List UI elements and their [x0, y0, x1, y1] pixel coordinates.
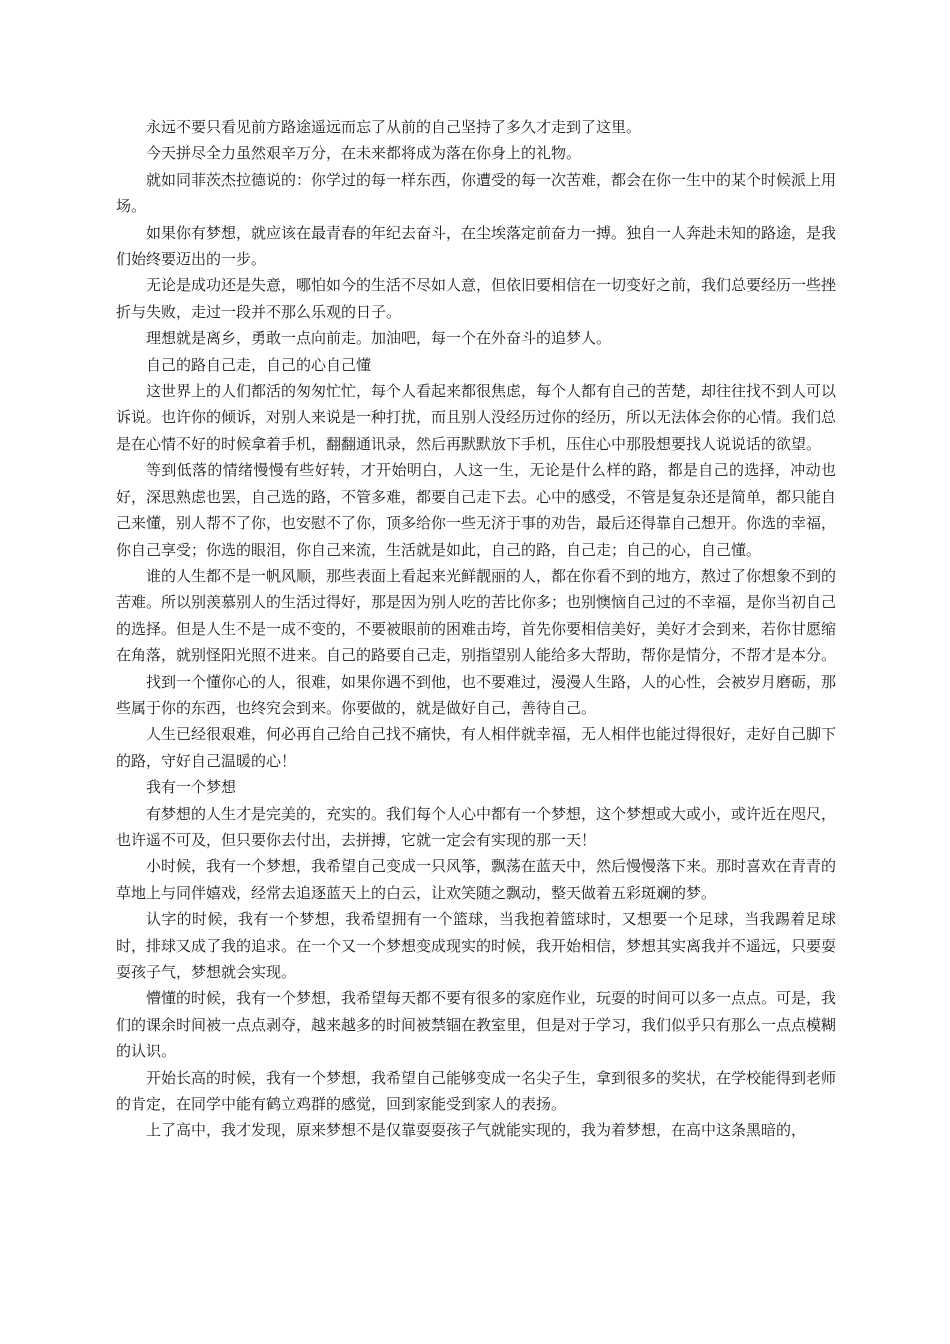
paragraph: 有梦想的人生才是完美的，充实的。我们每个人心中都有一个梦想，这个梦想或大或小，或许近在咫尺，也许遥不可及，但只要你去付出，去拼搏，它就一定会有实现的那一天！ — [116, 804, 837, 849]
paragraph: 如果你有梦想，就应该在最青春的年纪去奋斗，在尘埃落定前奋力一搏。独自一人奔赴未知的路途，是我们始终要迈出的一步。 — [116, 223, 837, 269]
paragraph: 懵懂的时候，我有一个梦想，我希望每天都不要有很多的家庭作业，玩耍的时间可以多一点点。可是，我们的课余时间被一点点剥夺，越来越多的时间被禁锢在教室里，但是对于学习，我们似乎只有那么一点点模糊的认识。 — [116, 989, 837, 1061]
paragraph: 小时候，我有一个梦想，我希望自己变成一只风筝，飘荡在蓝天中，然后慢慢落下来。那时喜欢在青青的草地上与同伴嬉戏，经常去追逐蓝天上的白云，让欢笑随之飘动，整天做着五彩斑斓的梦。 — [116, 857, 837, 902]
paragraph: 永远不要只看见前方路途遥远而忘了从前的自己坚持了多久才走到了这里。 — [146, 118, 642, 136]
paragraph: 开始长高的时候，我有一个梦想，我希望自己能够变成一名尖子生，拿到很多的奖状，在学校能得到老师的肯定，在同学中能有鹤立鸡群的感觉，回到家能受到家人的表扬。 — [116, 1068, 837, 1114]
paragraph: 人生已经很艰难，何必再自己给自己找不痛快，有人相伴就幸福，无人相伴也能过得很好，走好自己脚下的路，守好自己温暖的心！ — [116, 725, 837, 770]
paragraph: 等到低落的情绪慢慢有些好转，才开始明白，人这一生，无论是什么样的路，都是自己的选择，冲动也好，深思熟虑也罢，自己选的路，不管多难，都要自己走下去。心中的感受，不管是复杂还是简单，都只能自己来懂，别人帮不了你，也安慰不了你，顶多给你一些无济于事的劝告，最后还得靠自己想开。你选的幸福，你自己享受；你选的眼泪，你自己来流，生活就是如此，自己的路，自己走；自己的心，自己懂。 — [116, 461, 837, 559]
paragraph: 这世界上的人们都活的匆匆忙忙，每个人看起来都很焦虑，每个人都有自己的苦楚，却往往找不到人可以诉说。也许你的倾诉，对别人来说是一种打扰，而且别人没经历过你的经历，所以无法体会你的心情。我们总是在心情不好的时候拿着手机，翻翻通讯录，然后再默默放下手机，压住心中那股想要找人说说话的欲望。 — [116, 382, 837, 453]
paragraph: 今天拼尽全力虽然艰辛万分，在未来都将成为落在你身上的礼物。 — [146, 144, 582, 163]
paragraph: 认字的时候，我有一个梦想，我希望拥有一个篮球，当我抱着篮球时，又想要一个足球，当我踢着足球时，排球又成了我的追求。在一个又一个梦想变成现实的时候，我开始相信，梦想其实离我并不遥远，只要耍耍孩子气，梦想就会实现。 — [116, 910, 837, 981]
section-heading: 自己的路自己走，自己的心自己懂 — [146, 355, 372, 374]
document-body — [116, 114, 836, 1144]
paragraph: 就如同菲茨杰拉德说的：你学过的每一样东西，你遭受的每一次苦难，都会在你一生中的某个时候派上用场。 — [116, 170, 837, 216]
section-heading: 我有一个梦想 — [146, 778, 237, 797]
paragraph: 上了高中，我才发现，原来梦想不是仅靠耍耍孩子气就能实现的，我为着梦想，在高中这条黑暗的， — [146, 1121, 807, 1140]
paragraph: 谁的人生都不是一帆风顺，那些表面上看起来光鲜靓丽的人，都在你看不到的地方，熬过了你想象不到的苦难。所以别羡慕别人的生活过得好，那是因为别人吃的苦比你多；也别懊恼自己过的不幸福，是你当初自己的选择。但是人生不是一成不变的，不要被眼前的困难击垮，首先你要相信美好，美好才会到来，若你甘愿缩在角落，就别怪阳光照不进来。自己的路要自己走，别指望别人能给多大帮助，帮你是情分，不帮才是本分。 — [116, 566, 837, 665]
paragraph: 理想就是离乡，勇敢一点向前走。加油吧，每一个在外奋斗的追梦人。 — [146, 329, 612, 348]
paragraph: 找到一个懂你心的人，很难，如果你遇不到他，也不要难过，漫漫人生路，人的心性，会被岁月磨砺，那些属于你的东西，也终究会到来。你要做的，就是做好自己，善待自己。 — [116, 672, 837, 717]
paragraph: 无论是成功还是失意，哪怕如今的生活不尽如人意，但依旧要相信在一切变好之前，我们总要经历一些挫折与失败，走过一段并不那么乐观的日子。 — [116, 276, 837, 321]
